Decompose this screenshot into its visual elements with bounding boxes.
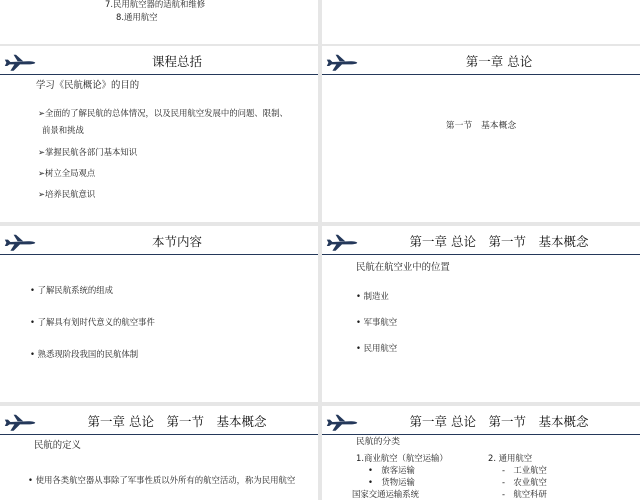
bullet-item: • 熟悉现阶段我国的民航体制	[30, 349, 139, 359]
slide-chapter-intro	[322, 46, 640, 222]
slide-heading: 民航的分类	[356, 437, 400, 447]
title-rule	[0, 254, 318, 255]
slide-title: 第一章 总论	[465, 54, 533, 69]
slide-section-contents	[0, 226, 318, 402]
category-commercial: 1.商业航空（航空运输）	[356, 453, 448, 463]
bullet-item: • 了解具有划时代意义的航空事件	[30, 317, 155, 327]
airplane-icon	[326, 232, 358, 252]
airplane-icon	[4, 412, 36, 432]
bullet-item-continued: 前景和挑战	[42, 125, 84, 135]
slide-aviation-classification	[322, 406, 640, 500]
airplane-icon	[326, 412, 358, 432]
bullet-item: • 军事航空	[356, 317, 398, 327]
category-note: 国家交通运输系统	[352, 489, 419, 499]
section-subtitle: 第一节 基本概念	[445, 121, 517, 131]
slide-title: 本节内容	[151, 234, 202, 249]
bullet-item: • 使用各类航空器从事除了军事性质以外所有的航空活动，称为民用航空	[28, 475, 296, 485]
subcategory-item: • 旅客运输	[368, 465, 415, 475]
category-general: 2. 通用航空	[488, 453, 533, 463]
bullet-item: ➢培养民航意识	[38, 189, 96, 199]
outline-item-7: 7.民用航空器的适航和维修	[105, 0, 206, 9]
slide-heading: 学习《民航概论》的目的	[36, 80, 140, 91]
slide-title: 第一章 总论 第一节 基本概念	[87, 414, 267, 429]
title-rule	[0, 74, 318, 75]
slide-blank-top-right	[322, 0, 640, 44]
outline-item-8: 8.通用航空	[116, 12, 158, 22]
slide-course-outline-end	[0, 0, 318, 44]
slide-course-summary	[0, 46, 318, 222]
slide-title: 第一章 总论 第一节 基本概念	[409, 234, 589, 249]
bullet-item: • 了解民航系统的组成	[30, 285, 113, 295]
subcategory-item: • 货物运输	[368, 477, 415, 487]
slide-title: 第一章 总论 第一节 基本概念	[409, 414, 589, 429]
airplane-icon	[4, 52, 36, 72]
bullet-item: • 民用航空	[356, 343, 398, 353]
subcategory-item: - 农业航空	[502, 477, 547, 487]
slide-heading: 民航在航空业中的位置	[356, 262, 450, 273]
title-rule	[0, 434, 318, 435]
airplane-icon	[326, 52, 358, 72]
airplane-icon	[4, 232, 36, 252]
bullet-item: ➢掌握民航各部门基本知识	[38, 147, 138, 157]
subcategory-item: - 航空科研	[502, 489, 547, 499]
bullet-item: ➢全面的了解民航的总体情况，以及民用航空发展中的问题、限制、	[38, 108, 288, 118]
slide-heading: 民航的定义	[34, 440, 81, 451]
title-rule	[322, 254, 640, 255]
subcategory-item: - 工业航空	[502, 465, 547, 475]
slide-aviation-position	[322, 226, 640, 402]
bullet-item: ➢树立全局观点	[38, 168, 96, 178]
bullet-item: • 制造业	[356, 291, 389, 301]
title-rule	[322, 74, 640, 75]
slide-title: 课程总括	[151, 54, 202, 69]
slide-aviation-definition	[0, 406, 318, 500]
